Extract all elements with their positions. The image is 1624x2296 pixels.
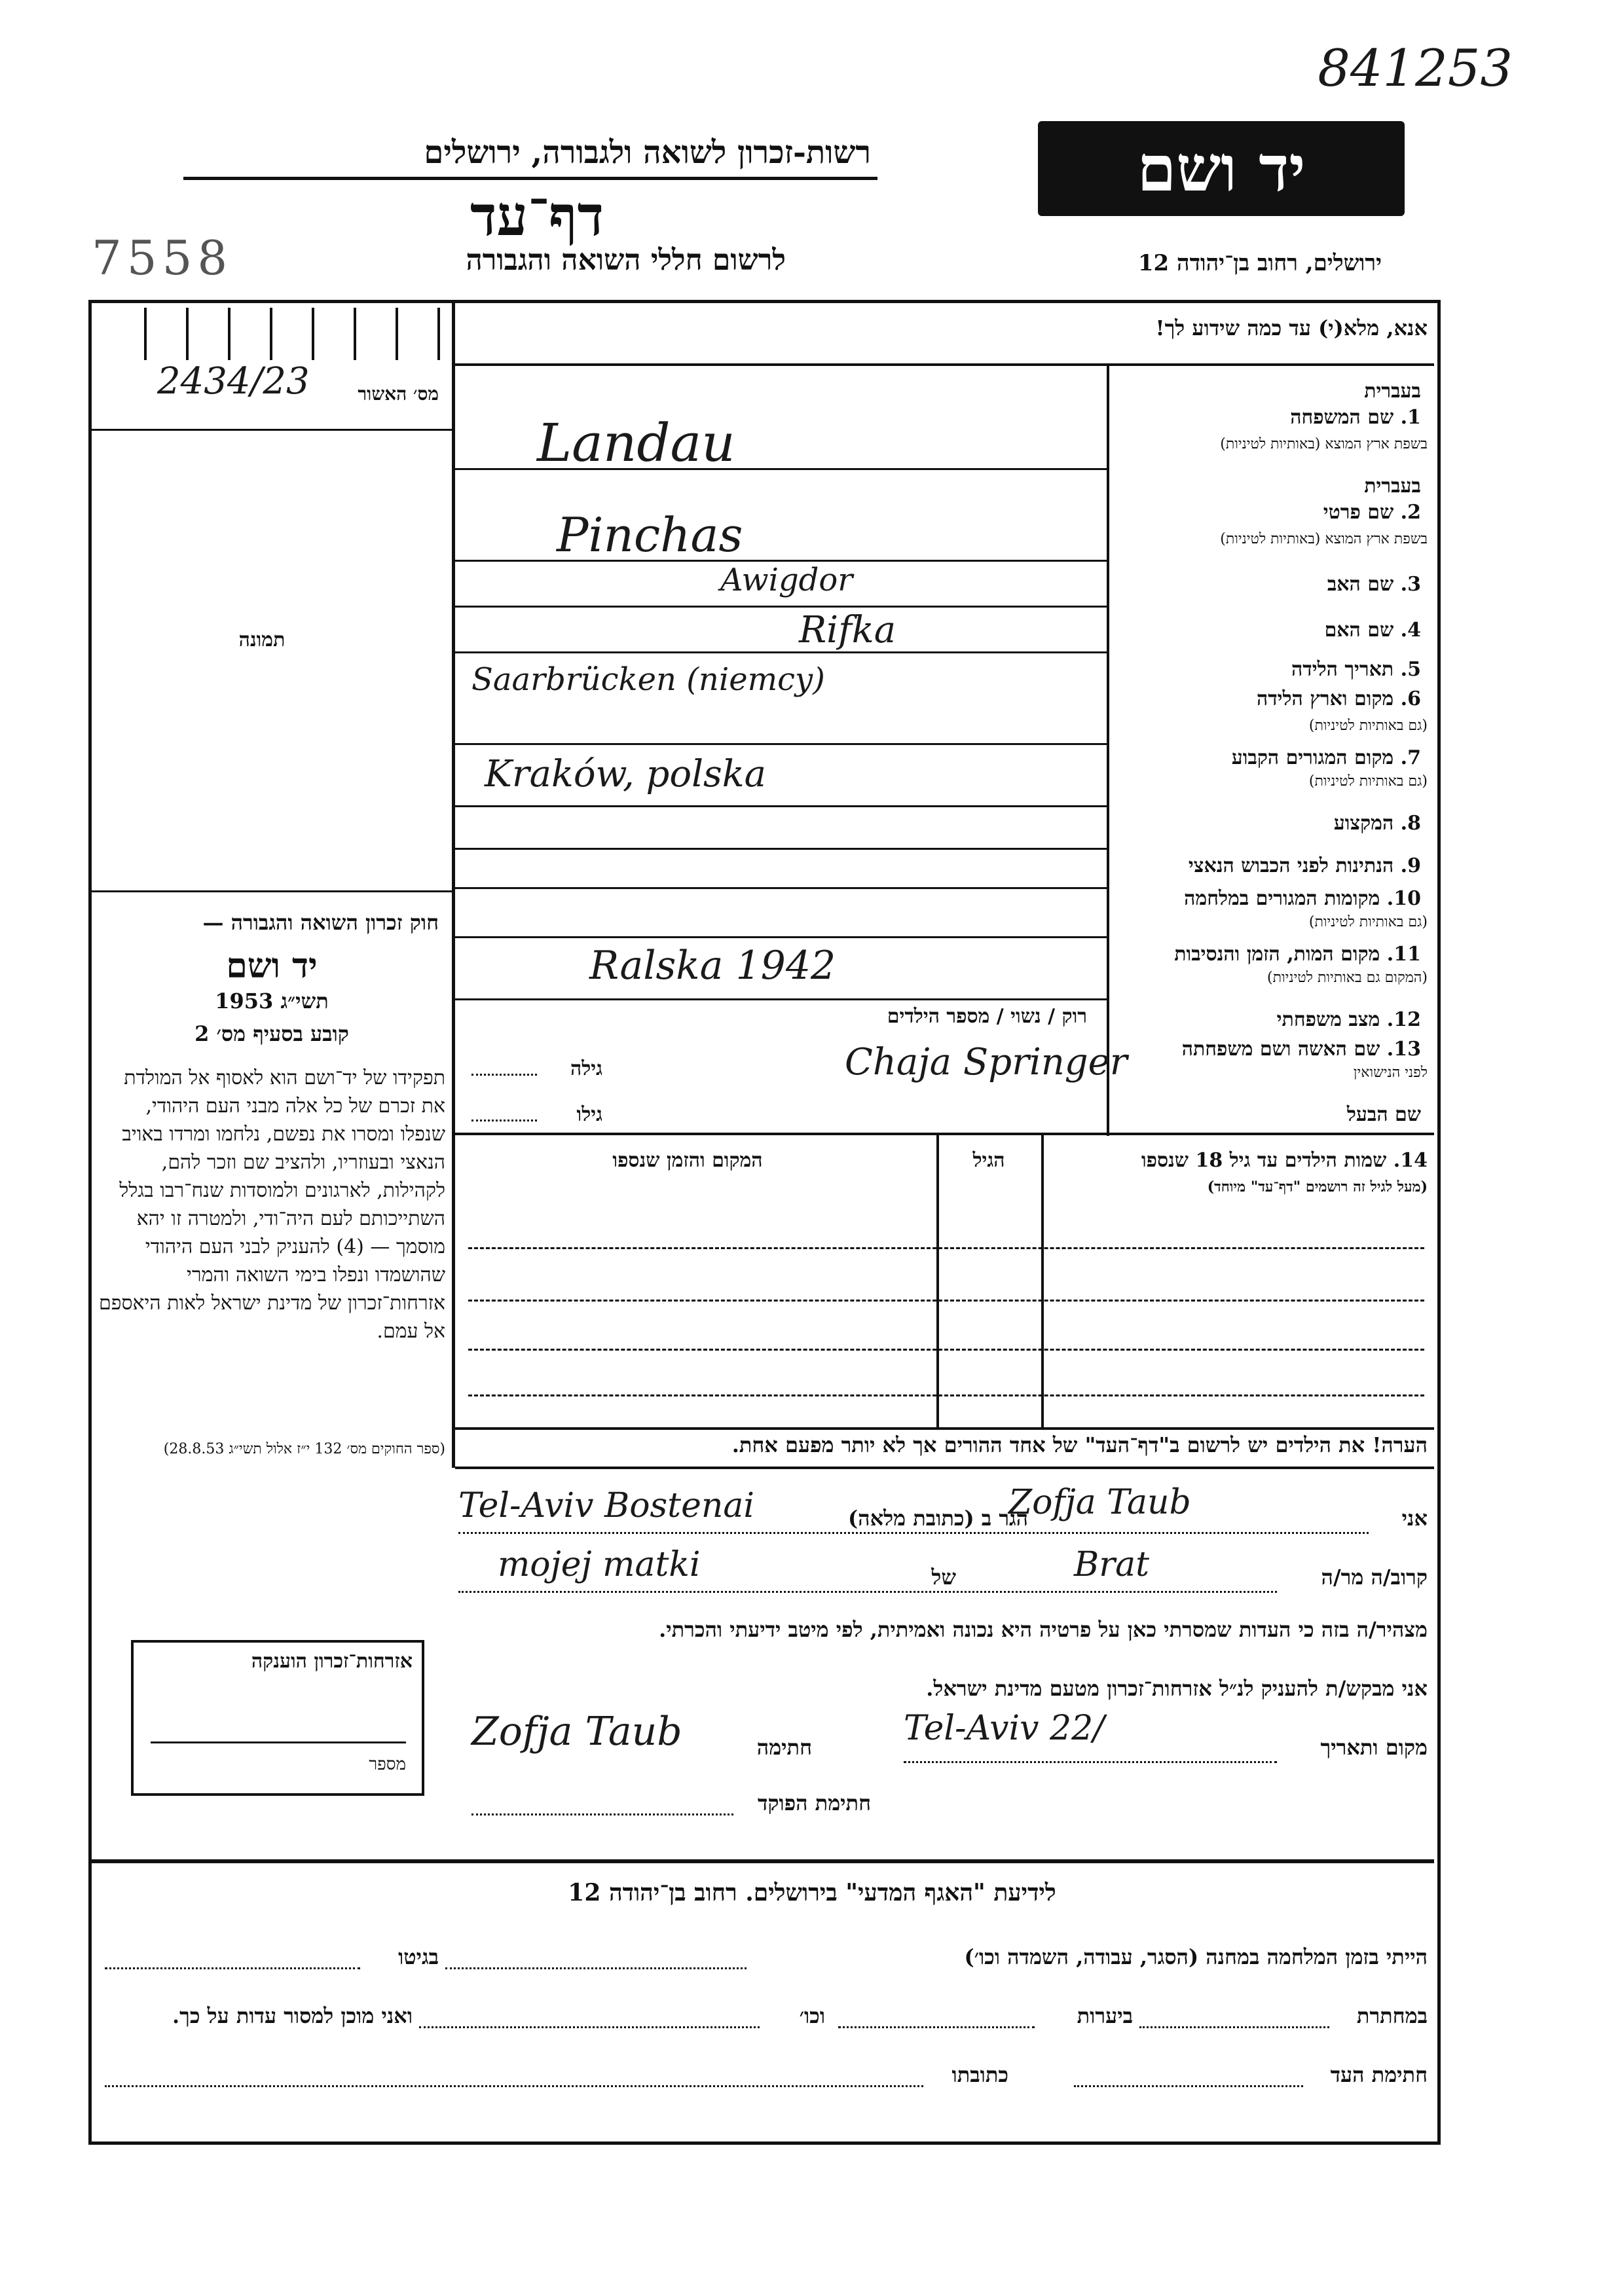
camp-line-text: הייתי בזמן המלחמה במחנה (הסגר, עבודה, השמדה וכו׳): [964, 1944, 1428, 1969]
husband-name-label: שם הבעל: [1346, 1103, 1421, 1126]
children-col-divider: [936, 1135, 939, 1427]
row-rule: [455, 936, 1107, 938]
declarant-address[interactable]: Tel-Aviv Bostenai: [458, 1486, 754, 1525]
ghetto-label: בגיטו: [398, 1944, 439, 1969]
field-birth-place-label: 6. מקום וארץ הלידה: [1256, 687, 1421, 710]
row-rule: [455, 998, 1107, 1000]
field-mother-label: 4. שם האם: [1324, 619, 1421, 642]
ghetto-line[interactable]: [105, 1967, 360, 1969]
section-rule: [455, 1427, 1434, 1430]
field-wartime-residence-sub: (גם באותיות לטיניות): [1308, 914, 1428, 930]
spouse-age-line[interactable]: [471, 1074, 537, 1076]
field-birth-place-value[interactable]: Saarbrücken (niemcy): [471, 661, 825, 698]
declarant-label: אני: [1401, 1506, 1428, 1531]
law-name: יד ושם: [226, 946, 318, 986]
relative-label: קרוב/ה מר/ה: [1321, 1565, 1428, 1590]
page-title: דף־עד: [470, 183, 604, 248]
row-rule: [455, 743, 1107, 745]
field-mother-value[interactable]: Rifka: [799, 609, 896, 651]
etc-line[interactable]: [419, 2026, 760, 2028]
section-rule: [455, 363, 1434, 366]
underground-label: במחתרת: [1356, 2003, 1428, 2028]
field-given-name-sub: בשפת ארץ המוצא (באותיות לטיניות): [1220, 531, 1428, 547]
children-col-divider: [1041, 1135, 1044, 1427]
field-residence-sub: (גם באותיות לטיניות): [1308, 773, 1428, 790]
field-death-sub: (המקום גם באותיות לטיניות): [1267, 970, 1428, 986]
approval-number-label: מס׳ האשור: [358, 383, 439, 405]
field-wartime-residence-label: 10. מקומות המגורים במלחמה: [1184, 887, 1421, 910]
witness-address-line[interactable]: [105, 2085, 923, 2087]
field-profession-label: 8. המקצוע: [1333, 812, 1421, 835]
husband-age-line[interactable]: [471, 1120, 537, 1121]
children-row[interactable]: [468, 1247, 1424, 1249]
field-death-value[interactable]: Ralska 1942: [589, 943, 836, 989]
section-rule: [455, 1467, 1434, 1469]
of-value[interactable]: mojej matki: [498, 1545, 701, 1584]
left-rule: [92, 890, 452, 892]
witness-signature-line[interactable]: [1074, 2085, 1303, 2087]
testimony-offer: ואני מוכן למסור עדות על כך.: [172, 2003, 413, 2028]
declarant-line: [458, 1532, 1369, 1534]
memorial-citizenship-title: אזרחות־זכרון הוענקה: [251, 1650, 413, 1673]
field-birth-date-label: 5. תאריך הלידה: [1291, 658, 1421, 681]
place-date-label: מקום ותאריך: [1320, 1735, 1428, 1760]
officer-signature-line[interactable]: [471, 1813, 733, 1815]
row-rule: [455, 805, 1107, 807]
camp-line[interactable]: [445, 1967, 747, 1969]
row-rule: [455, 887, 1107, 889]
tick-marks: [105, 308, 445, 360]
etc-label: וכו׳: [799, 2003, 825, 2028]
field-spouse-value[interactable]: Chaja Springer: [845, 1041, 1128, 1084]
place-date-value[interactable]: Tel-Aviv 22/: [904, 1709, 1105, 1748]
field-marital-label: 12. מצב משפחתי: [1276, 1008, 1421, 1031]
field-father-value[interactable]: Awigdor: [720, 562, 853, 598]
photo-placeholder-label: תמונה: [238, 629, 286, 651]
law-text: תפקידו של יד־ושם הוא לאסוף אל המולדת את זכרם של כל אלה מבני העם היהודי, שנפלו ומסרו את נפשם, נלחמו ומרדו באויב הנאצי ובעוזריו, ולהציב שם וזכר להם, לקהילות, לארגונים ולמוסדות שנח־רבו בגלל השתייכותם לעם היה־ודי, ולמטרה זו יהא מוסמך — (4) להעניק לבני העם היהודי שהושמדו ונפלו בימי השואה והמרי אזרחות־זכרון של מדינת ישראל לאות היאספם אל עמם.: [99, 1066, 445, 1343]
children-row[interactable]: [468, 1349, 1424, 1351]
signature-value[interactable]: Zofja Taub: [471, 1709, 682, 1755]
husband-age-label: גילו: [576, 1103, 602, 1126]
children-age-header: הגיל: [972, 1149, 1005, 1172]
relative-value[interactable]: Brat: [1074, 1545, 1149, 1584]
label-column-rule: [1107, 366, 1109, 1136]
field-birth-place-sub: (גם באותיות לטיניות): [1308, 718, 1428, 734]
approval-number-value[interactable]: 2434/23: [157, 360, 310, 403]
left-rule: [92, 429, 452, 431]
section-rule: [455, 1133, 1434, 1135]
field-given-name-label: 2. שם פרטי: [1323, 501, 1421, 524]
declarant-address-label: הגר ב (כתובת מלאה): [848, 1506, 1028, 1531]
field-marital-options: רוק / נשוי / מספר הילדים: [887, 1005, 1087, 1028]
field-spouse-sub: לפני הנישואין: [1353, 1065, 1428, 1081]
header-address: ירושלים, רחוב בן־יהודה 12: [1137, 250, 1382, 276]
row-rule: [455, 651, 1107, 653]
authority-name: רשות-זכרון לשואה ולגבורה, ירושלים: [424, 134, 871, 171]
memorial-citizenship-line: [151, 1741, 406, 1743]
field-residence-value[interactable]: Kraków, polska: [485, 753, 767, 795]
witness-signature-label: חתימת העד: [1330, 2062, 1428, 2087]
bottom-section-rule: [92, 1859, 1434, 1863]
field-residence-label: 7. מקום המגורים הקבוע: [1231, 746, 1421, 769]
relative-line: [458, 1591, 1277, 1593]
signature-label: חתימה: [756, 1735, 812, 1760]
of-label: של: [931, 1565, 956, 1590]
field-surname-value[interactable]: Landau: [537, 412, 735, 473]
scientific-dept-notice: לידיעת "האגף המדעי" בירושלים. רחוב בן־יהודה 12: [568, 1879, 1056, 1906]
declaration-request: אני מבקש/ת להעניק לנ״ל אזרחות־זכרון מטעם מדינת ישראל.: [926, 1676, 1428, 1701]
children-header: 14. שמות הילדים עד גיל 18 שנספו: [1141, 1149, 1428, 1172]
logo-text: יד ושם: [1137, 132, 1306, 206]
children-sub: (מעל לגיל זה רושמים "דף־עד" מיוחד): [1207, 1178, 1428, 1195]
children-row[interactable]: [468, 1394, 1424, 1396]
spouse-age-label: גילה: [570, 1057, 602, 1080]
field-nationality-label: 9. הנתינות לפני הכבוש הנאצי: [1188, 854, 1421, 877]
law-citation: (ספר החוקים מס׳ 132 י״ז אלול תשי״ג 28.8.53): [163, 1441, 445, 1457]
underground-line[interactable]: [1139, 2026, 1329, 2028]
law-title: חוק זכרון השואה והגבורה —: [202, 910, 439, 935]
forests-label: ביערות: [1077, 2003, 1133, 2028]
law-clause: קובע בסעיף מס׳ 2: [194, 1021, 349, 1046]
field-given-name-hebrew-tag: בעברית: [1364, 475, 1421, 498]
field-spouse-label: 13. שם האשה ושם משפחתה: [1181, 1038, 1421, 1061]
field-father-label: 3. שם האב: [1327, 573, 1421, 596]
memorial-citizenship-number-label: מספר: [369, 1755, 406, 1774]
authority-underline: [183, 177, 877, 180]
stamp-number: 841253: [1318, 39, 1513, 98]
declarant-name[interactable]: Zofja Taub: [1008, 1483, 1191, 1522]
law-year: תשי״ג 1953: [215, 989, 329, 1013]
page-subtitle: לרשום חללי השואה והגבורה: [466, 244, 786, 277]
children-row[interactable]: [468, 1300, 1424, 1302]
children-note: הערה! את הילדים יש לרשום ב"דף־העד" של אחד ההורים אך לא יותר מפעם אחת.: [731, 1432, 1428, 1457]
place-date-line: [904, 1761, 1277, 1763]
column-divider: [452, 302, 455, 1468]
field-surname-sub: בשפת ארץ המוצא (באותיות לטיניות): [1220, 436, 1428, 452]
children-place-header: המקום והזמן שנספו: [612, 1149, 763, 1172]
row-rule: [455, 848, 1107, 850]
field-surname-hebrew-tag: בעברית: [1364, 380, 1421, 403]
officer-signature-label: חתימת הפוקד: [758, 1791, 871, 1815]
yad-vashem-logo: [1038, 121, 1405, 216]
field-death-label: 11. מקום המות, הזמן והנסיבות: [1174, 943, 1421, 966]
intro-instruction: אנא, מלא(י) עד כמה שידוע לך!: [1155, 316, 1428, 340]
form-number: 7558: [92, 230, 233, 285]
witness-address-label: כתובתו: [951, 2062, 1008, 2087]
declaration-statement: מצהיר/ה בזה כי העדות שמסרתי כאן על פרטיה היא נכונה ואמיתית, לפי מיטב ידיעתי והכרתי.: [659, 1617, 1428, 1642]
field-surname-label: 1. שם המשפחה: [1290, 406, 1421, 429]
field-given-name-value[interactable]: Pinchas: [557, 507, 743, 562]
row-rule: [455, 606, 1107, 608]
forests-line[interactable]: [838, 2026, 1035, 2028]
